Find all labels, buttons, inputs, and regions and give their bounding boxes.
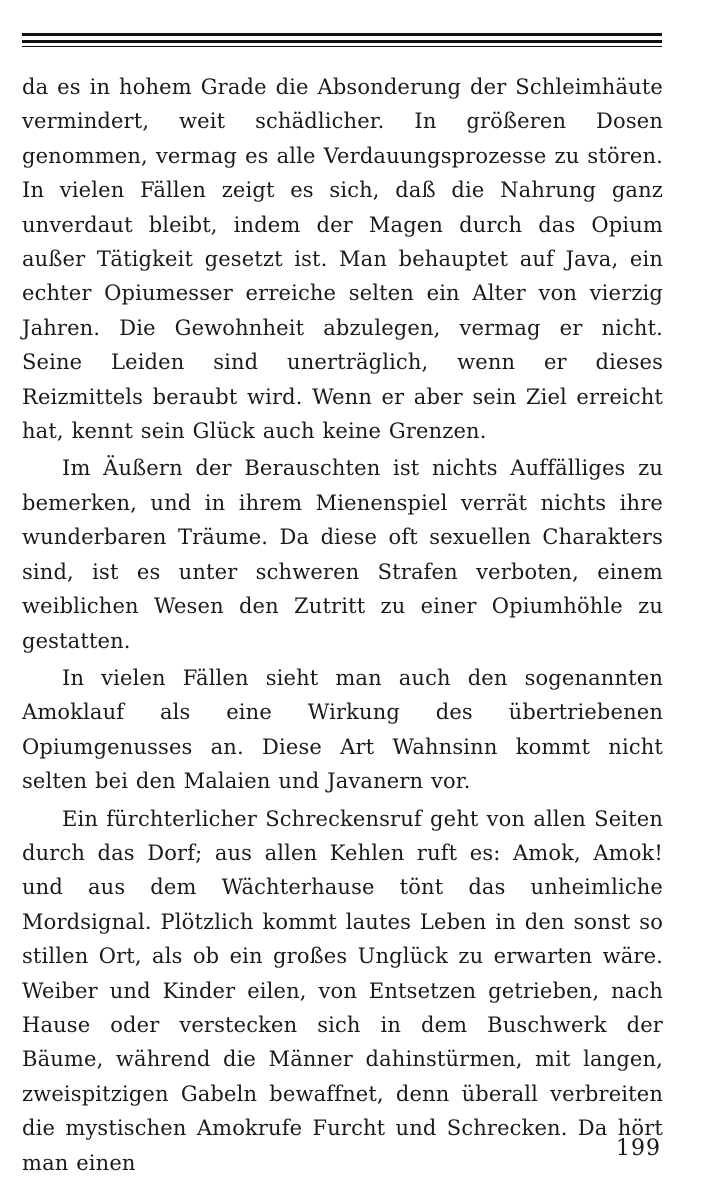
paragraph: Im Äußern der Berauschten ist nichts Auffälliges zu bemerken, und in ihrem Mienenspiel verrät nichts ihre wunderbaren Träume. Da diese oft sexuellen Charakters sind, ist es unter schweren Strafen verboten, einem weiblichen Wesen den Zutritt zu einer Opiumhöhle zu gestatten. (22, 456, 663, 653)
header-rule-top (22, 33, 662, 36)
page-number: 199 (616, 1136, 661, 1161)
body-text (22, 70, 663, 1183)
header-rule-thin (22, 46, 662, 47)
paragraph-continued: da es in hohem Grade die Absonderung der Schleimhäute vermindert, weit schädlicher. In größeren Dosen genommen, vermag es alle Verdauungsprozesse zu stören. In vielen Fällen zeigt es sich, daß die Nahrung ganz unverdaut bleibt, indem der Magen durch das Opium außer Tätigkeit gesetzt ist. Man behauptet auf Java, ein echter Opiumesser erreiche selten ein Alter von vierzig Jahren. Die Gewohnheit abzulegen, vermag er nicht. Seine Leiden sind unerträglich, wenn er dieses Reizmittels beraubt wird. Wenn er aber sein Ziel erreicht hat, kennt sein Glück auch keine Grenzen. (22, 75, 663, 444)
paragraph: In vielen Fällen sieht man auch den sogenannten Amoklauf als eine Wirkung des übertriebenen Opiumgenusses an. Diese Art Wahnsinn kommt nicht selten bei den Malaien und Javanern vor. (22, 665, 663, 794)
header-rule-middle (22, 40, 662, 43)
paragraph: Ein fürchterlicher Schreckensruf geht von allen Seiten durch das Dorf; aus allen Kehlen ruft es: Amok, Amok! und aus dem Wächterhause tönt das unheimliche Mordsignal. Plötzlich kommt lautes Leben in den sonst so stillen Ort, als ob ein großes Unglück zu erwarten wäre. Weiber und Kinder eilen, von Entsetzen getrieben, nach Hause oder verstecken sich in dem Buschwerk der Bäume, während die Männer dahinstürmen, mit langen, zweispitzigen Gabeln bewaffnet, denn überall verbreiten die mystischen Amokrufe Furcht und Schrecken. Da hört man einen (22, 806, 663, 1175)
